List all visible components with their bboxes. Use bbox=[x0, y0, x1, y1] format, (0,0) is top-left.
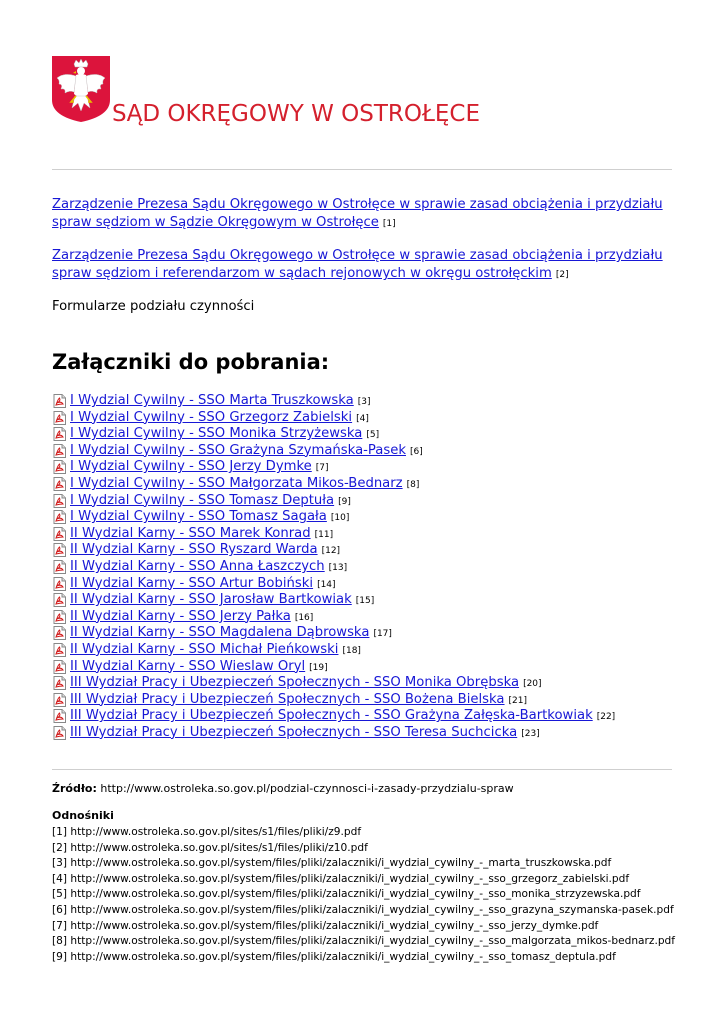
reference-marker: [3] bbox=[357, 397, 371, 407]
attachment-item bbox=[52, 708, 672, 725]
attachment-link[interactable]: I Wydzial Cywilny - SSO Grzegorz Zabielski bbox=[70, 409, 353, 425]
source-url: http://www.ostroleka.so.gov.pl/podzial-czynnosci-i-zasady-przydzialu-spraw bbox=[100, 782, 514, 795]
polish-eagle-emblem[interactable] bbox=[52, 56, 110, 122]
reference-marker: [17] bbox=[373, 629, 392, 640]
intro-paragraph-1 bbox=[52, 196, 672, 233]
attachment-item bbox=[52, 625, 672, 642]
attachment-link[interactable]: I Wydzial Cywilny - SSO Grażyna Szymańska-Pasek bbox=[70, 442, 406, 458]
attachment-item bbox=[52, 526, 672, 543]
source-line bbox=[52, 782, 514, 795]
attachment-item bbox=[52, 459, 672, 476]
attachment-link[interactable]: II Wydzial Karny - SSO Wieslaw Oryl bbox=[70, 658, 306, 674]
reference-item: [8] http://www.ostroleka.so.gov.pl/system/files/pliki/zalaczniki/i_wydzial_cywilny_-_sso_malgorzata_mikos-bednarz.pdf bbox=[52, 935, 675, 948]
reference-marker: [19] bbox=[309, 662, 328, 673]
reference-marker: [7] bbox=[315, 463, 329, 474]
reference-marker: [2] bbox=[555, 270, 569, 280]
pdf-file-icon bbox=[53, 693, 66, 707]
attachment-item bbox=[52, 576, 672, 593]
pdf-file-icon bbox=[53, 560, 66, 574]
pdf-file-icon bbox=[53, 643, 66, 657]
attachment-link[interactable]: I Wydzial Cywilny - SSO Tomasz Sagała bbox=[70, 509, 327, 525]
attachment-link[interactable]: II Wydzial Karny - SSO Anna Łaszczych bbox=[70, 558, 325, 574]
attachment-link[interactable]: III Wydział Pracy i Ubezpieczeń Społecznych - SSO Monika Obrębska bbox=[70, 675, 520, 691]
attachment-link[interactable]: II Wydzial Karny - SSO Artur Bobiński bbox=[70, 575, 314, 591]
attachment-link[interactable]: II Wydzial Karny - SSO Michał Pieńkowski bbox=[70, 641, 339, 657]
pdf-file-icon bbox=[53, 610, 66, 624]
reference-marker: [18] bbox=[342, 645, 361, 656]
pdf-file-icon bbox=[53, 444, 66, 458]
reference-marker: [5] bbox=[366, 430, 380, 441]
pdf-file-icon bbox=[53, 427, 66, 441]
reference-item: [6] http://www.ostroleka.so.gov.pl/system/files/pliki/zalaczniki/i_wydzial_cywilny_-_sso_grazyna_szymanska-pasek.pdf bbox=[52, 903, 674, 916]
pdf-file-icon bbox=[53, 709, 66, 723]
pdf-file-icon bbox=[53, 593, 66, 607]
attachment-link[interactable]: I Wydzial Cywilny - SSO Monika Strzyżewska bbox=[70, 426, 363, 442]
reference-item: [4] http://www.ostroleka.so.gov.pl/system/files/pliki/zalaczniki/i_wydzial_cywilny_-_sso_grzegorz_zabielski.pdf bbox=[52, 872, 630, 885]
attachment-item bbox=[52, 476, 672, 493]
reference-marker: [20] bbox=[523, 679, 542, 690]
zarzadzenie-link-1[interactable]: Zarządzenie Prezesa Sądu Okręgowego w Ostrołęce w sprawie zasad obciążenia i przydziału spraw sędziom w Sądzie Okręgowym w Ostrołęce bbox=[52, 197, 663, 230]
pdf-file-icon bbox=[53, 676, 66, 690]
references-title: Odnośniki bbox=[52, 809, 114, 822]
attachment-item bbox=[52, 410, 672, 427]
attachments-list bbox=[52, 393, 672, 741]
attachment-item bbox=[52, 609, 672, 626]
source-label: Źródło: bbox=[52, 782, 97, 795]
pdf-file-icon bbox=[53, 527, 66, 541]
attachment-link[interactable]: II Wydzial Karny - SSO Marek Konrad bbox=[70, 525, 311, 541]
attachment-item bbox=[52, 493, 672, 510]
attachment-link[interactable]: III Wydział Pracy i Ubezpieczeń Społecznych - SSO Teresa Suchcicka bbox=[70, 724, 518, 740]
attachment-link[interactable]: III Wydział Pracy i Ubezpieczeń Społecznych - SSO Grażyna Załęska-Bartkowiak bbox=[70, 708, 593, 724]
reference-marker: [15] bbox=[355, 596, 375, 607]
attachment-item bbox=[52, 443, 672, 460]
footer-divider bbox=[52, 769, 672, 770]
attachment-link[interactable]: II Wydzial Karny - SSO Magdalena Dąbrowska bbox=[70, 625, 370, 641]
attachment-item bbox=[52, 725, 672, 742]
intro-paragraph-2 bbox=[52, 247, 672, 284]
references-list bbox=[52, 825, 675, 965]
reference-marker: [14] bbox=[317, 579, 336, 590]
attachment-item bbox=[52, 426, 672, 443]
pdf-file-icon bbox=[53, 411, 66, 425]
pdf-file-icon bbox=[53, 510, 66, 524]
pdf-file-icon bbox=[53, 394, 66, 408]
attachment-link[interactable]: I Wydzial Cywilny - SSO Tomasz Deptuła bbox=[70, 492, 335, 508]
attachment-item bbox=[52, 642, 672, 659]
attachment-link[interactable]: I Wydzial Cywilny - SSO Jerzy Dymke bbox=[70, 459, 312, 475]
reference-marker: [9] bbox=[338, 496, 351, 507]
reference-marker: [11] bbox=[314, 529, 334, 540]
attachment-item bbox=[52, 542, 672, 559]
pdf-file-icon bbox=[53, 494, 66, 508]
attachment-link[interactable]: II Wydzial Karny - SSO Jarosław Bartkowiak bbox=[70, 592, 352, 608]
reference-item: [7] http://www.ostroleka.so.gov.pl/system/files/pliki/zalaczniki/i_wydzial_cywilny_-_sso_jerzy_dymke.pdf bbox=[52, 919, 599, 932]
site-title[interactable]: SĄD OKRĘGOWY W OSTROŁĘCE bbox=[112, 101, 481, 127]
zarzadzenie-link-2[interactable]: Zarządzenie Prezesa Sądu Okręgowego w Ostrołęce w sprawie zasad obciążenia i przydziału spraw sędziom i referendarzom w sądach rejonowych w okręgu ostrołęckim bbox=[52, 248, 663, 281]
reference-marker: [1] bbox=[382, 219, 396, 229]
pdf-file-icon bbox=[53, 660, 66, 674]
reference-marker: [16] bbox=[294, 612, 314, 623]
site-header bbox=[52, 56, 672, 136]
reference-marker: [22] bbox=[596, 712, 616, 723]
pdf-file-icon bbox=[53, 543, 66, 557]
pdf-file-icon bbox=[53, 626, 66, 640]
attachment-item bbox=[52, 559, 672, 576]
pdf-file-icon bbox=[53, 726, 66, 740]
attachment-item bbox=[52, 393, 672, 410]
attachment-item bbox=[52, 659, 672, 676]
reference-marker: [21] bbox=[508, 695, 528, 706]
attachment-link[interactable]: III Wydział Pracy i Ubezpieczeń Społecznych - SSO Bożena Bielska bbox=[70, 691, 505, 707]
header-divider bbox=[52, 169, 672, 170]
attachment-link[interactable]: I Wydzial Cywilny - SSO Marta Truszkowska bbox=[70, 393, 354, 408]
pdf-file-icon bbox=[53, 577, 66, 591]
reference-marker: [4] bbox=[356, 413, 369, 424]
attachment-item bbox=[52, 675, 672, 692]
formularze-text: Formularze podziału czynności bbox=[52, 299, 255, 314]
reference-item: [2] http://www.ostroleka.so.gov.pl/sites/s1/files/pliki/z10.pdf bbox=[52, 841, 368, 854]
reference-marker: [12] bbox=[321, 546, 341, 557]
reference-marker: [6] bbox=[409, 446, 423, 457]
attachments-heading: Załączniki do pobrania: bbox=[52, 350, 330, 374]
main-content bbox=[52, 196, 672, 741]
reference-item: [3] http://www.ostroleka.so.gov.pl/system/files/pliki/zalaczniki/i_wydzial_cywilny_-_marta_truszkowska.pdf bbox=[52, 857, 612, 870]
attachment-link[interactable]: I Wydzial Cywilny - SSO Małgorzata Mikos-Bednarz bbox=[70, 475, 403, 491]
reference-item: [9] http://www.ostroleka.so.gov.pl/system/files/pliki/zalaczniki/i_wydzial_cywilny_-_sso_tomasz_deptula.pdf bbox=[52, 950, 616, 963]
reference-item: [1] http://www.ostroleka.so.gov.pl/sites/s1/files/pliki/z9.pdf bbox=[52, 826, 362, 838]
reference-marker: [23] bbox=[521, 728, 540, 739]
attachment-item bbox=[52, 592, 672, 609]
reference-marker: [10] bbox=[330, 513, 350, 524]
reference-marker: [8] bbox=[406, 479, 420, 490]
reference-item: [5] http://www.ostroleka.so.gov.pl/system/files/pliki/zalaczniki/i_wydzial_cywilny_-_sso_monika_strzyzewska.pdf bbox=[52, 888, 641, 901]
pdf-file-icon bbox=[53, 460, 66, 474]
attachment-item bbox=[52, 509, 672, 526]
reference-marker: [13] bbox=[328, 562, 348, 573]
pdf-file-icon bbox=[53, 477, 66, 491]
attachment-link[interactable]: II Wydzial Karny - SSO Jerzy Pałka bbox=[70, 608, 291, 624]
attachment-item bbox=[52, 692, 672, 709]
attachment-link[interactable]: II Wydzial Karny - SSO Ryszard Warda bbox=[70, 542, 318, 558]
